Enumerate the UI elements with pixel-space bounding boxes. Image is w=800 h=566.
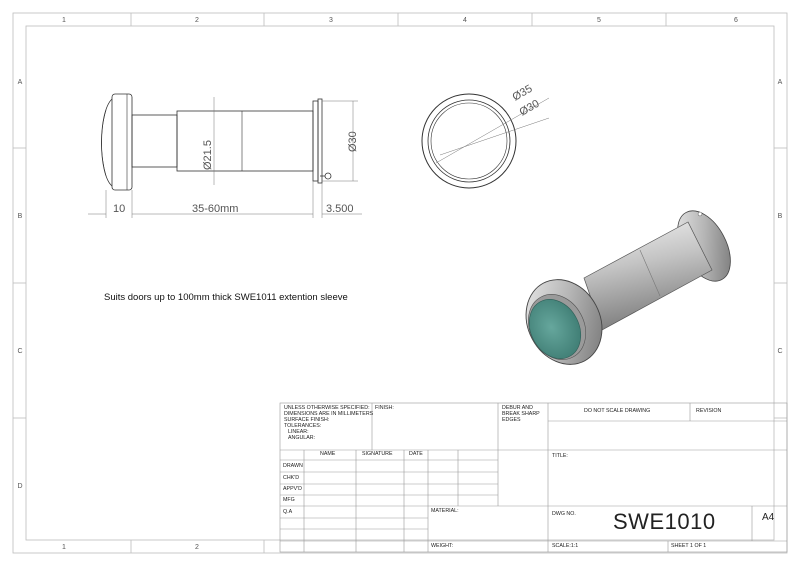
drawing-number: SWE1010 (613, 509, 716, 534)
zone-col-2-bottom: 2 (195, 544, 199, 551)
sheet-size: A4 (762, 512, 775, 523)
zone-row-a: A (17, 79, 23, 86)
zone-col-2: 2 (195, 17, 199, 24)
isometric-render (512, 202, 742, 378)
col-signature-header: SIGNATURE (362, 451, 393, 457)
row-drawn: DRAWN (283, 463, 303, 469)
zone-row-a-right: A (777, 79, 783, 86)
revision-label: REVISION (696, 408, 722, 414)
dim-end-length: 3.500 (326, 203, 354, 215)
dim-head-diameter: Ø21.5 (202, 140, 214, 170)
zone-col-6: 6 (734, 17, 738, 24)
zone-col-1-bottom: 1 (62, 544, 66, 551)
row-qa: Q.A (283, 509, 293, 515)
zone-row-c: C (17, 348, 23, 355)
deburr-line-1: DEBUR AND (502, 405, 533, 411)
deburr-line-3: EDGES (502, 417, 521, 423)
dim-body-diameter: Ø30 (347, 131, 359, 152)
row-checked: CHK'D (283, 475, 300, 481)
spec-line-1: UNLESS OTHERWISE SPECIFIED: (284, 405, 370, 411)
row-mfg: MFG (283, 497, 295, 503)
scale-label: SCALE:1:1 (552, 543, 579, 549)
dim-inner-diameter: Ø30 (517, 97, 542, 119)
zone-col-4: 4 (463, 17, 467, 24)
row-approved: APPV'D (283, 486, 302, 492)
title-label: TITLE: (552, 453, 568, 459)
zone-col-3: 3 (329, 17, 333, 24)
material-label: MATERIAL: (431, 508, 459, 514)
zone-col-1: 1 (62, 17, 66, 24)
col-date-header: DATE (409, 451, 423, 457)
dim-thickness-range: 35-60mm (192, 203, 239, 215)
spec-line-2: DIMENSIONS ARE IN MILLIMETERS (284, 411, 374, 417)
title-block (280, 403, 787, 552)
finish-label: FINISH: (375, 405, 394, 411)
col-name-header: NAME (320, 451, 336, 457)
side-view-dimensions (88, 97, 362, 218)
side-view (102, 94, 332, 190)
dwg-no-label: DWG NO. (552, 511, 576, 517)
spec-line-4: TOLERANCES: (284, 423, 322, 429)
zone-col-5: 5 (597, 17, 601, 24)
spec-line-5: LINEAR: (288, 429, 309, 435)
drawing-note: Suits doors up to 100mm thick SWE1011 extention sleeve (104, 292, 348, 303)
spec-line-3: SURFACE FINISH: (284, 417, 330, 423)
zone-row-b-right: B (777, 213, 783, 220)
sheet-count: SHEET 1 OF 1 (671, 543, 707, 549)
zone-row-c-right: C (777, 348, 783, 355)
zone-row-b: B (17, 213, 23, 220)
zone-row-d: D (17, 483, 23, 490)
spec-line-6: ANGULAR: (288, 435, 316, 441)
dim-outer-diameter: Ø35 (510, 82, 535, 104)
do-not-scale-label: DO NOT SCALE DRAWING (584, 408, 651, 414)
dim-flange-length: 10 (113, 203, 126, 215)
deburr-line-2: BREAK SHARP (502, 411, 540, 417)
weight-label: WEIGHT: (431, 543, 454, 549)
